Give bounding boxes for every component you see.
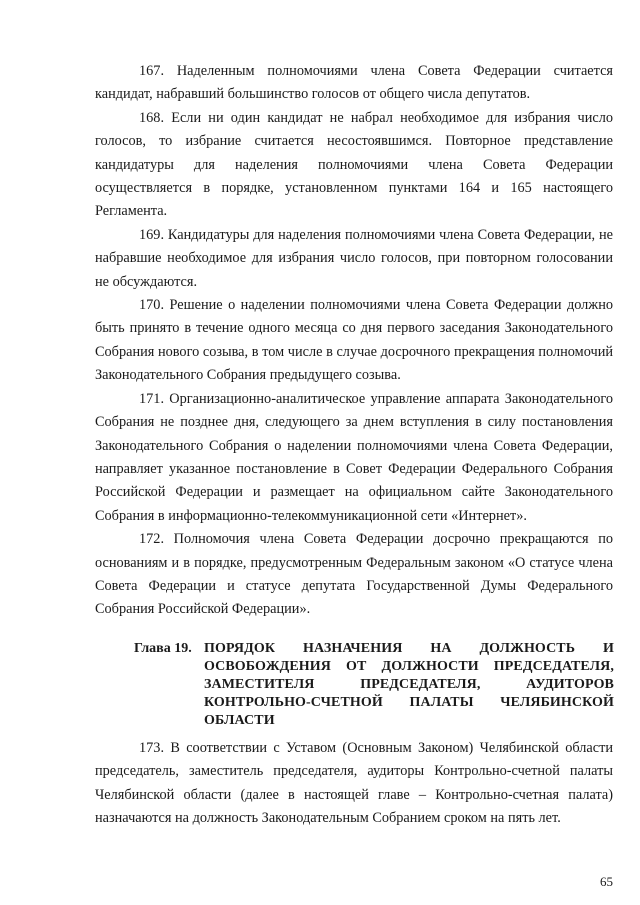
paragraph-171: 171. Организационно-аналитическое управление аппарата Законодательного Собрания не позднее дня, следующего за днем вступления в силу постановления Законодательного Собрания о наделении полномочиями члена Совета Федерации, направляет указанное постановление в Совет Федерации Федерального Собрания Российской Федерации и размещает на официальном сайте Законодательного Собрания в информационно-телекоммуникационной сети «Интернет».: [95, 390, 613, 524]
chapter-number: Глава 19.: [134, 641, 192, 656]
paragraph-169: 169. Кандидатуры для наделения полномочиями члена Совета Федерации, не набравшие необходимое для избрания число голосов, при повторном голосовании не обсуждаются.: [95, 226, 613, 290]
paragraph-170: 170. Решение о наделении полномочиями члена Совета Федерации должно быть принято в течение одного месяца со дня первого заседания Законодательного Собрания нового созыва, в том числе в случае досрочного прекращения полномочий Законодательного Собрания предыдущего созыва.: [95, 297, 613, 384]
body-text-after-heading: [95, 737, 613, 831]
chapter-heading: [134, 640, 614, 730]
paragraph-172: 172. Полномочия члена Совета Федерации досрочно прекращаются по основаниям и в порядке, предусмотренным Федеральным законом «О статусе члена Совета Федерации и статусе депутата Государственной Думы Федерального Собрания Российской Федерации».: [95, 531, 613, 618]
body-text: [95, 60, 613, 622]
chapter-title: ПОРЯДОК НАЗНАЧЕНИЯ НА ДОЛЖНОСТЬ И ОСВОБОЖДЕНИЯ ОТ ДОЛЖНОСТИ ПРЕДСЕДАТЕЛЯ, ЗАМЕСТИТЕЛЯ ПРЕДСЕДАТЕЛЯ, АУДИТОРОВ КОНТРОЛЬНО-СЧЕТНОЙ ПАЛАТЫ ЧЕЛЯБИНСКОЙ ОБЛАСТИ: [204, 641, 614, 728]
page-number: 65: [600, 874, 613, 889]
paragraph-168: 168. Если ни один кандидат не набрал необходимое для избрания число голосов, то избрание считается несостоявшимся. Повторное представление кандидатуры для наделения полномочиями члена Совета Федерации осуществляется в порядке, установленном пунктами 164 и 165 настоящего Регламента.: [95, 109, 613, 220]
paragraph-173: 173. В соответствии с Уставом (Основным Законом) Челябинской области председатель, заместитель председателя, аудиторы Контрольно-счетной палаты Челябинской области (далее в настоящей главе – Контрольно-счетная палата) назначаются на должность Законодательным Собранием сроком на пять лет.: [95, 740, 613, 827]
paragraph-167: 167. Наделенным полномочиями члена Совета Федерации считается кандидат, набравший большинство голосов от общего числа депутатов.: [95, 63, 613, 103]
